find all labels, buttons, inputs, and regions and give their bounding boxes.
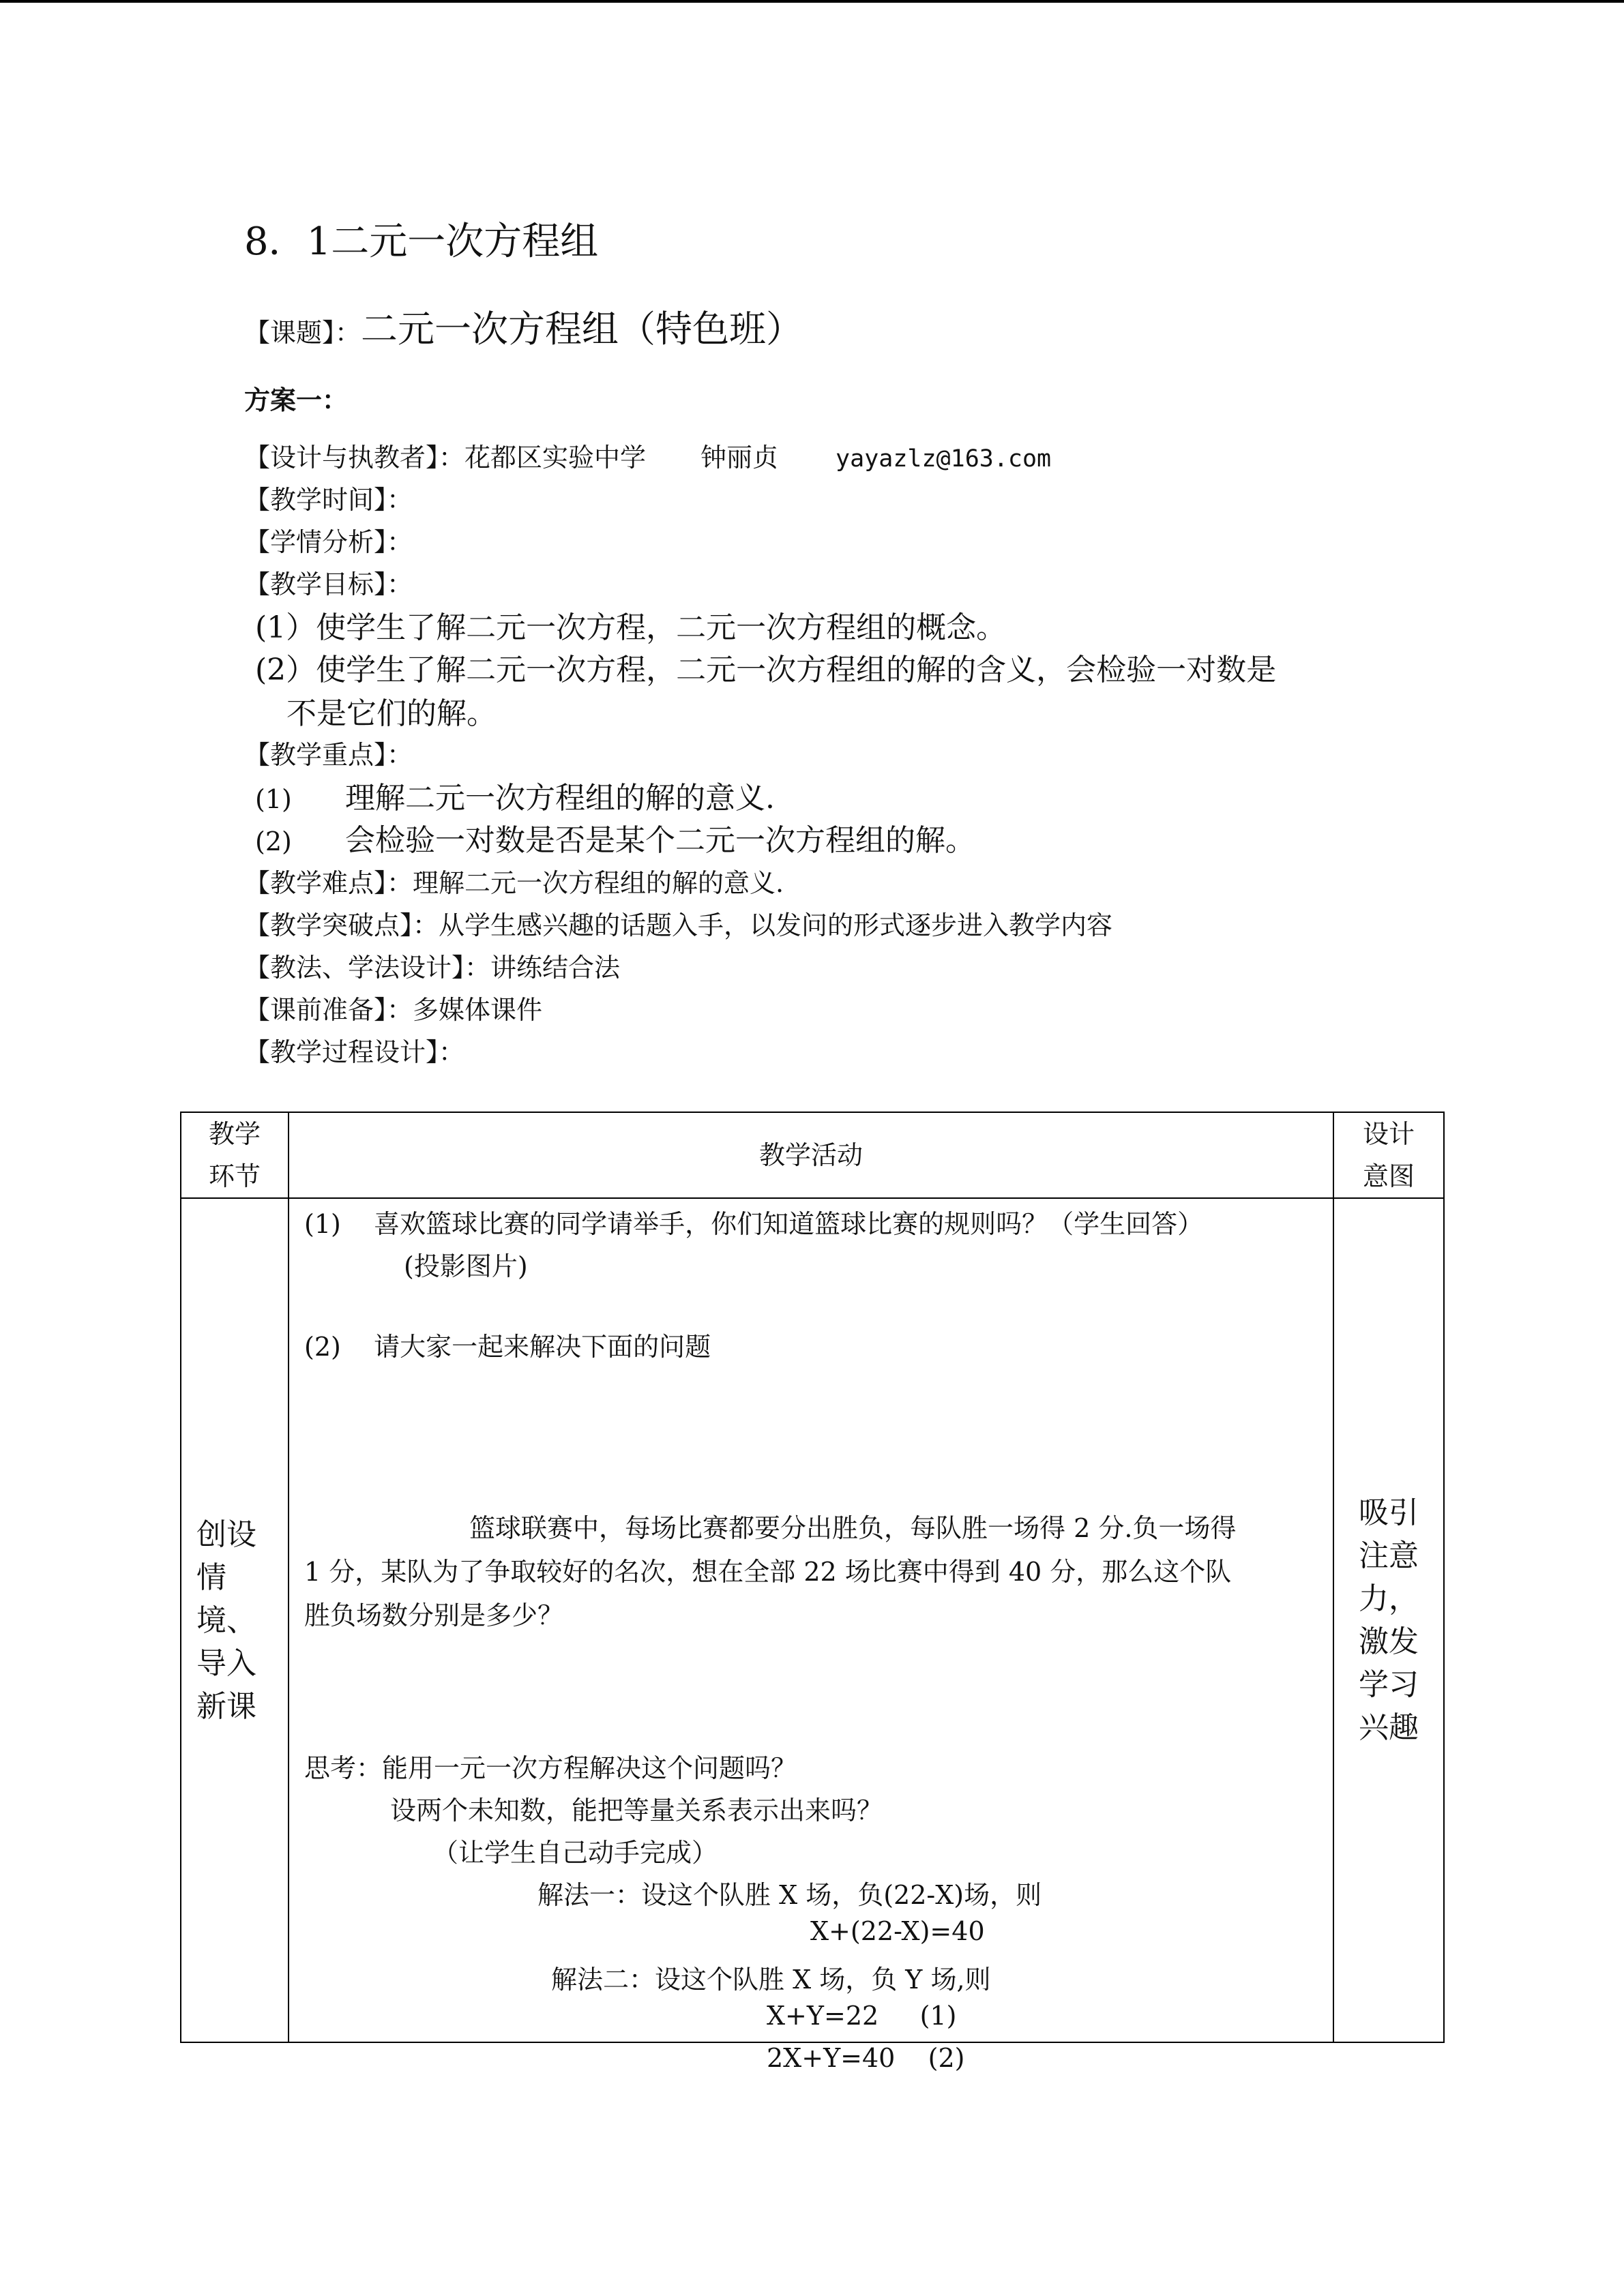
plan-heading: 方案一：	[244, 385, 349, 415]
stage-line: 新课	[196, 1688, 256, 1724]
solution-2-equation-2: 2X+Y=40 (2)	[767, 2043, 965, 2073]
goal-2a: (2）使学生了解二元一次方程，二元一次方程组的解的含义，会检验一对数是	[255, 653, 1277, 687]
solution-1-equation: X+(22-X)=40	[810, 1916, 985, 1946]
key-2-text: 会检验一对数是否是某个二元一次方程组的解。	[345, 823, 975, 858]
goal-2b: 不是它们的解。	[286, 696, 497, 731]
teacher: 钟丽贞	[700, 443, 779, 473]
subject-line	[244, 300, 803, 353]
designer-line	[244, 436, 1051, 474]
analysis-label: 【学情分析】：	[244, 527, 413, 557]
header-stage	[181, 1112, 289, 1198]
key-item-1	[255, 773, 775, 817]
top-border	[0, 0, 1624, 3]
goals-label: 【教学目标】：	[244, 569, 413, 599]
header-intent-1: 设计	[1362, 1119, 1415, 1149]
subject-value: 二元一次方程组（特色班）	[361, 308, 803, 351]
key-label: 【教学重点】：	[244, 740, 413, 770]
intent-line: 注意	[1359, 1538, 1419, 1573]
stage-line: 导入	[196, 1645, 256, 1681]
problem-line-1: 篮球联赛中，每场比赛都要分出胜负，每队胜一场得 2 分.负一场得	[469, 1513, 1237, 1543]
method-line: 【教法、学法设计】：讲练结合法	[244, 953, 621, 983]
key-item-2	[255, 816, 975, 859]
solution-2-equation-1: X+Y=22 (1)	[767, 2001, 957, 2031]
activity-1b: (投影图片)	[404, 1251, 528, 1281]
email-link[interactable]: yayazlz@163.com	[836, 445, 1052, 473]
activity-cell	[289, 1198, 1333, 2073]
stage-line: 境、	[196, 1602, 256, 1638]
school: 花都区实验中学	[464, 443, 647, 473]
problem-line-2: 1 分，某队为了争取较好的名次，想在全部 22 场比赛中得到 40 分，那么这个队	[304, 1557, 1232, 1587]
header-intent-2: 意图	[1362, 1161, 1415, 1191]
stage-cell	[181, 1198, 289, 2042]
difficulty-line: 【教学难点】：理解二元一次方程组的解的意义.	[244, 868, 784, 898]
activity-1: (1) 喜欢篮球比赛的同学请举手，你们知道篮球比赛的规则吗？（学生回答）	[304, 1209, 1204, 1239]
key-1-number: (1)	[255, 784, 292, 814]
activity-content	[289, 1199, 1333, 2073]
header-stage-1: 教学	[208, 1119, 261, 1149]
designer-label: 【设计与执教者】：	[244, 443, 465, 473]
stage-line: 创设	[196, 1517, 256, 1552]
header-intent	[1333, 1112, 1444, 1198]
table-row	[181, 1198, 1444, 2042]
breakthrough-line: 【教学突破点】：从学生感兴趣的话题入手，以发问的形式逐步进入教学内容	[244, 910, 1113, 940]
key-2-number: (2)	[255, 826, 292, 856]
process-label: 【教学过程设计】：	[244, 1037, 465, 1067]
key-1-text: 理解二元一次方程组的解的意义.	[345, 781, 775, 816]
think-line-3: （让学生自己动手完成）	[432, 1838, 718, 1868]
activity-2: (2) 请大家一起来解决下面的问题	[304, 1332, 711, 1362]
table-header-row	[181, 1112, 1444, 1198]
time-label: 【教学时间】：	[244, 485, 413, 515]
subject-label: 【课题】：	[244, 318, 361, 348]
solution-1: 解法一：设这个队胜 X 场，负(22-X)场，则	[537, 1880, 1042, 1910]
intent-line: 激发	[1359, 1624, 1419, 1659]
prep-line: 【课前准备】：多媒体课件	[244, 995, 543, 1025]
intent-line: 吸引	[1359, 1495, 1419, 1530]
think-line-1: 思考：能用一元一次方程解决这个问题吗？	[304, 1753, 797, 1783]
intent-cell	[1333, 1198, 1444, 2042]
stage-line: 情	[196, 1560, 226, 1595]
problem-line-3: 胜负场数分别是多少？	[304, 1600, 564, 1630]
process-table	[180, 1112, 1445, 2073]
page-title: 8．1二元一次方程组	[244, 220, 599, 264]
goal-1: (1）使学生了解二元一次方程，二元一次方程组的概念。	[255, 610, 1007, 645]
think-line-2: 设两个未知数，能把等量关系表示出来吗？	[390, 1795, 883, 1825]
intent-line: 兴趣	[1359, 1710, 1419, 1745]
header-stage-2: 环节	[208, 1161, 261, 1191]
header-activity: 教学活动	[289, 1112, 1333, 1198]
intent-line: 学习	[1359, 1667, 1419, 1702]
intent-line: 力，	[1359, 1581, 1419, 1616]
solution-2: 解法二：设这个队胜 X 场，负 Y 场,则	[551, 1965, 991, 1995]
